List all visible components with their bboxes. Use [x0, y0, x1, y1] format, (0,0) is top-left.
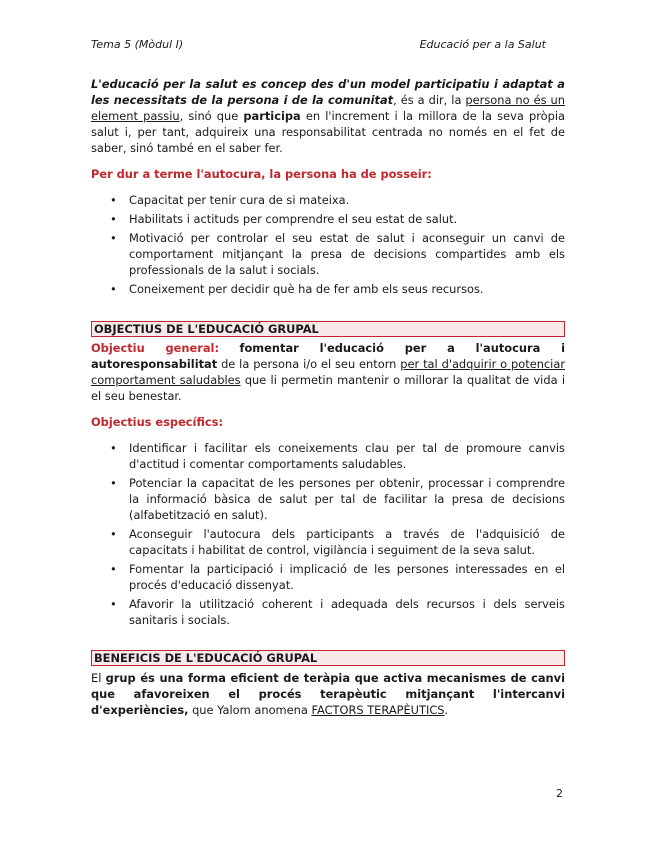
list-item: • Identificar i facilitar els coneixements clau per tal de promoure canvis d'actitud i comentar comportaments saludables. [91, 440, 565, 472]
objectiu-general-bold: fomentar l'educació per a l'autocura i autoresponsabilitat [91, 341, 566, 371]
objectius-especifics-label: Objectius específics: [91, 415, 223, 429]
header-subject: Educació per a la Salut [419, 38, 546, 51]
header-module: Tema 5 (Mòdul I) [91, 38, 184, 51]
list-item: • Aconseguir l'autocura dels participants a través de l'adquisició de capacitats i habilitat de control, vigilància i seguiment de la seva salut. [91, 526, 565, 558]
intro-statement: L'educació per la salut es concep des d'un model participatiu i adaptat a les necessitats de la persona i de la comunitat [91, 77, 565, 107]
intro-underlined: persona no és un element passiu [91, 93, 565, 123]
list-item: • Fomentar la participació i implicació de les persones interessades en el procés d'educació dissenyat. [91, 561, 565, 593]
objectiu-general-underlined: per tal d'adquirir o potenciar comportament saludables [91, 357, 566, 387]
beneficis-text-1: El [91, 671, 106, 685]
page-number: 2 [556, 787, 563, 800]
beneficis-underlined: FACTORS TERAPÈUTICS [311, 703, 445, 717]
autocura-heading: Per dur a terme l'autocura, la persona ha de posseir: [91, 167, 432, 181]
objectiu-general-paragraph [91, 340, 565, 404]
objectiu-general-text-1: de la persona i/o el seu entorn [217, 357, 401, 371]
list-item: • Potenciar la capacitat de les persones per obtenir, processar i comprendre la informació bàsica de salut per tal de facilitar la presa de decisions (alfabetització en salut). [91, 475, 565, 523]
list-item: • Habilitats i actituds per comprendre el seu estat de salut. [91, 211, 565, 227]
objectiu-general-label: Objectiu general: [91, 341, 220, 355]
intro-text-1: , és a dir, la [393, 93, 466, 107]
document-body [91, 76, 565, 718]
list-item: • Coneixement per decidir què ha de fer amb els seus recursos. [91, 281, 565, 297]
objectius-especifics-list [91, 440, 565, 628]
beneficis-section-title: BENEFICIS DE L'EDUCACIÓ GRUPAL [91, 650, 565, 666]
autocura-list [91, 192, 565, 297]
intro-paragraph [91, 76, 565, 156]
beneficis-text-2: que Yalom anomena [188, 703, 312, 717]
beneficis-paragraph [91, 670, 565, 718]
list-item: • Motivació per controlar el seu estat de salut i aconseguir un canvi de comportament mitjançant la presa de decisions compartides amb els professionals de la salut i socials. [91, 230, 565, 278]
objectiu-general-text-2: que li permetin mantenir o millorar la qualitat de vida i el seu benestar. [91, 373, 565, 403]
page-header [91, 37, 564, 53]
intro-text-2: , sinó que [179, 109, 244, 123]
objectius-section-title: OBJECTIUS DE L'EDUCACIÓ GRUPAL [91, 321, 565, 337]
intro-bold-participa: participa [243, 109, 301, 123]
beneficis-text-3: . [444, 703, 449, 717]
list-item: • Afavorir la utilització coherent i adequada dels recursos i dels serveis sanitaris i socials. [91, 596, 565, 628]
list-item: • Capacitat per tenir cura de si mateixa. [91, 192, 565, 208]
intro-text-3: en l'increment i la millora de la seva pròpia salut i, per tant, adquireix una responsabilitat centrada no només en el fet de saber, sinó també en el saber fer. [91, 109, 565, 155]
beneficis-bold: grup és una forma eficient de teràpia que activa mecanismes de canvi que afavoreixen el procés terapèutic mitjançant l'intercanvi d'experiències, [91, 671, 565, 717]
